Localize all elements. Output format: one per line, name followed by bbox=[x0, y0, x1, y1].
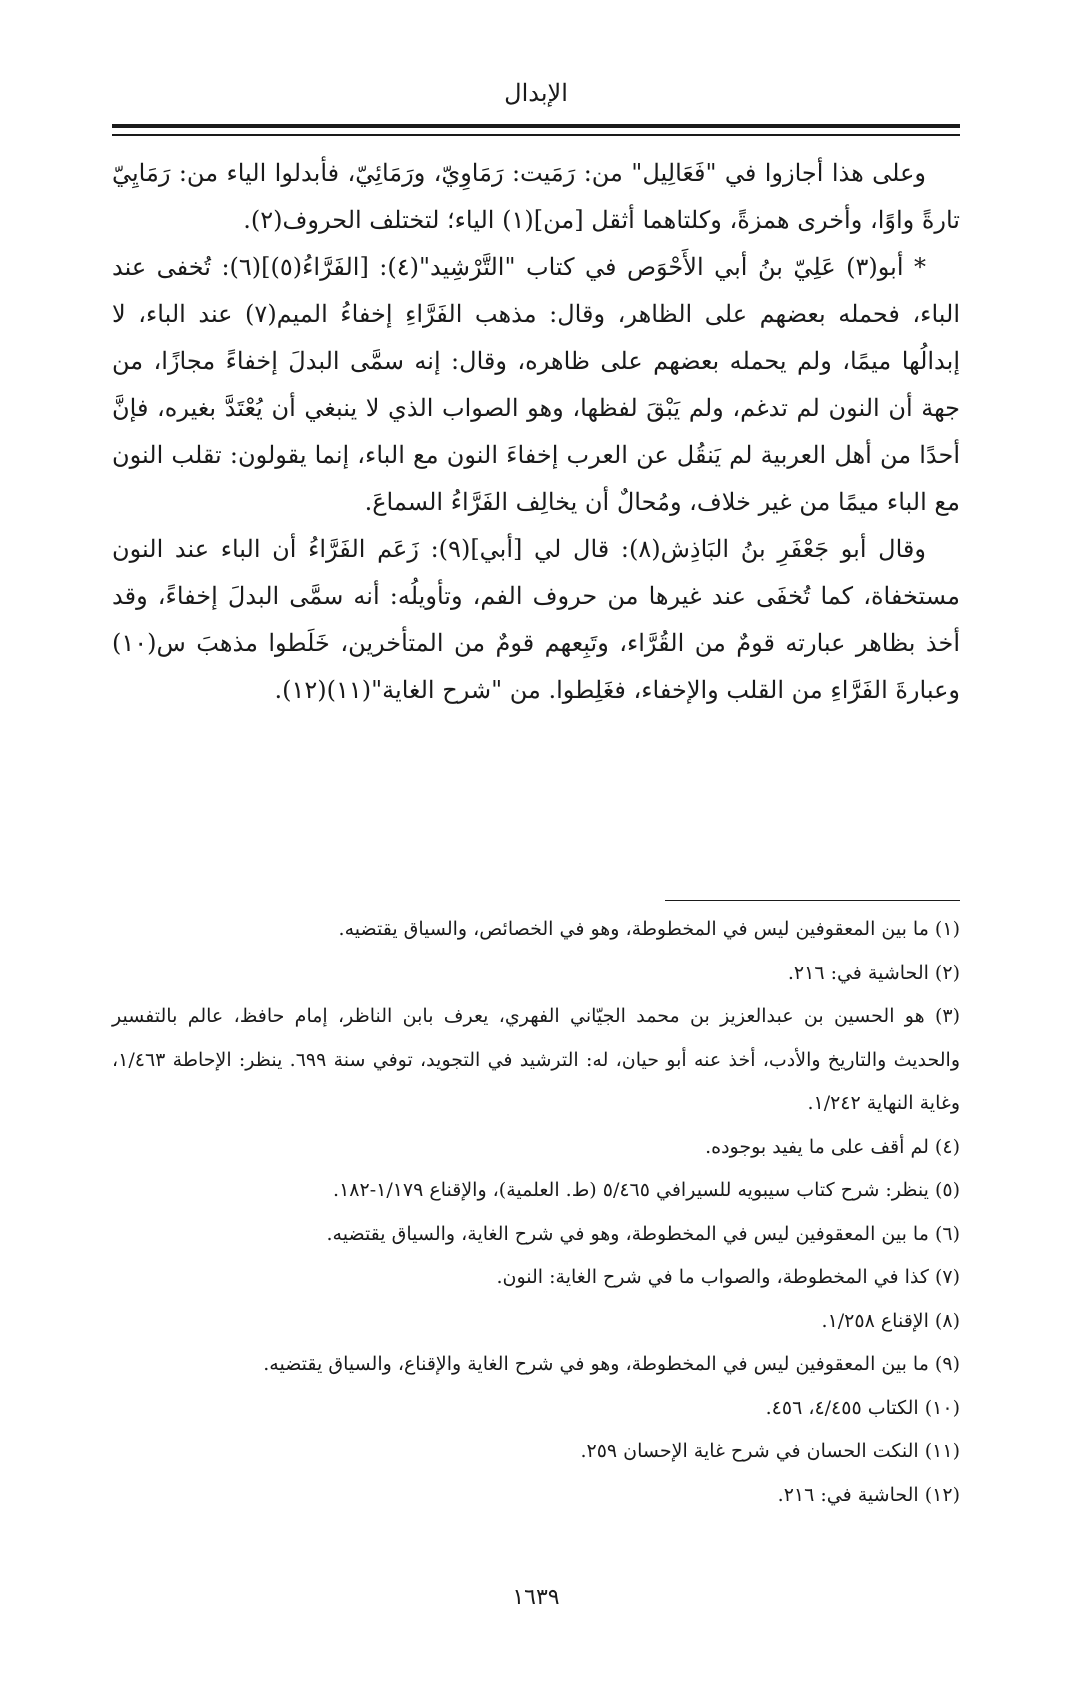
paragraph: وعلى هذا أجازوا في "فَعَالِيل" من: رَمَيت: رَمَاوِيّ، ورَمَائِيّ، فأبدلوا الياء من: رَمَايِيّ تارةً واوًا، وأخرى همزةً، وكلتاهما أثقل [من](١) الياء؛ لتختلف الحروف(٢). bbox=[112, 159, 960, 234]
header-rule-thin bbox=[112, 134, 960, 136]
footnote: (٢) الحاشية في: ٢١٦. bbox=[787, 961, 960, 984]
footnote-separator bbox=[665, 900, 960, 901]
footnote: (٤) لم أقف على ما يفيد بوجوده. bbox=[705, 1135, 960, 1158]
running-header: الإبدال bbox=[504, 79, 568, 107]
footnote: (١٢) الحاشية في: ٢١٦. bbox=[777, 1483, 960, 1506]
header-rule-thick bbox=[112, 124, 960, 128]
footnote: (٧) كذا في المخطوطة، والصواب ما في شرح الغاية: النون. bbox=[496, 1266, 960, 1288]
paragraph: وقال أبو جَعْفَرِ بنُ البَاذِش(٨): قال لي [أبي](٩): زَعَم الفَرَّاءُ أن الباء عند النون مستخفاة، كما تُخفَى عند غيرها من حروف الفم، وتأويلُه: أنه سمَّى البدلَ إخفاءً، وقد أخذ بظاهر عبارته قومٌ من القُرَّاء، وتَبِعهم قومٌ من المتأخرين، خَلَطوا مذهبَ س(١٠) وعبارةَ الفَرَّاءِ من القلب والإخفاء، فغَلِطوا. من "شرح الغاية"(١١)(١٢). bbox=[112, 535, 960, 704]
paragraph: * أبو(٣) عَلِيّ بنُ أبي الأَحْوَص في كتاب "التَّرْشِيد"(٤): [الفَرَّاءُ(٥)](٦): تُخفى عند الباء، فحمله بعضهم على الظاهر، وقال: مذهب الفَرَّاءِ إخفاءُ الميم(٧) عند الباء، لا إبدالُها ميمًا، ولم يحمله بعضهم على ظاهره، وقال: إنه سمَّى البدلَ إخفاءً مجازًا، من جهة أن النون لم تدغم، ولم يَبْقَ لفظها، وهو الصواب الذي لا ينبغي أن يُعْتَدَّ بغيره، فإنَّ أحدًا من أهل العربية لم يَنقُل عن العرب إخفاءَ النون مع الباء، إنما يقولون: تقلب النون مع الباء ميمًا من غير خلاف، ومُحالٌ أن يخالِف الفَرَّاءُ السماعَ. bbox=[112, 253, 960, 516]
footnote: (٣) هو الحسين بن عبدالعزيز بن محمد الجيّاني الفهري، يعرف بابن الناظر، إمام حافظ، عالم بالتفسير والحديث والتاريخ والأدب، أخذ عنه أبو حيان، له: الترشيد في التجويد، توفي سنة ٦٩٩. ينظر: الإحاطة ١/٤٦٣، وغاية النهاية ١/٢٤٢. bbox=[112, 1005, 961, 1114]
footnote: (١٠) الكتاب ٤/٤٥٥، ٤٥٦. bbox=[765, 1396, 960, 1419]
footnote: (١) ما بين المعقوفين ليس في المخطوطة، وهو في الخصائص، والسياق يقتضيه. bbox=[338, 918, 960, 940]
main-text bbox=[112, 150, 960, 714]
footnote: (٦) ما بين المعقوفين ليس في المخطوطة، وهو في شرح الغاية، والسياق يقتضيه. bbox=[326, 1222, 960, 1245]
footnotes bbox=[112, 908, 960, 1517]
footnote: (١١) النكت الحسان في شرح غاية الإحسان ٢٥٩. bbox=[580, 1440, 960, 1462]
footnote: (٩) ما بين المعقوفين ليس في المخطوطة، وهو في شرح الغاية والإقناع، والسياق يقتضيه. bbox=[263, 1353, 960, 1375]
footnote: (٥) ينظر: شرح كتاب سيبويه للسيرافي ٥/٤٦٥ (ط. العلمية)، والإقناع ١/١٧٩-١٨٢. bbox=[333, 1179, 960, 1201]
page-number: ١٦٣٩ bbox=[512, 1585, 560, 1610]
footnote: (٨) الإقناع ١/٢٥٨. bbox=[821, 1309, 960, 1332]
